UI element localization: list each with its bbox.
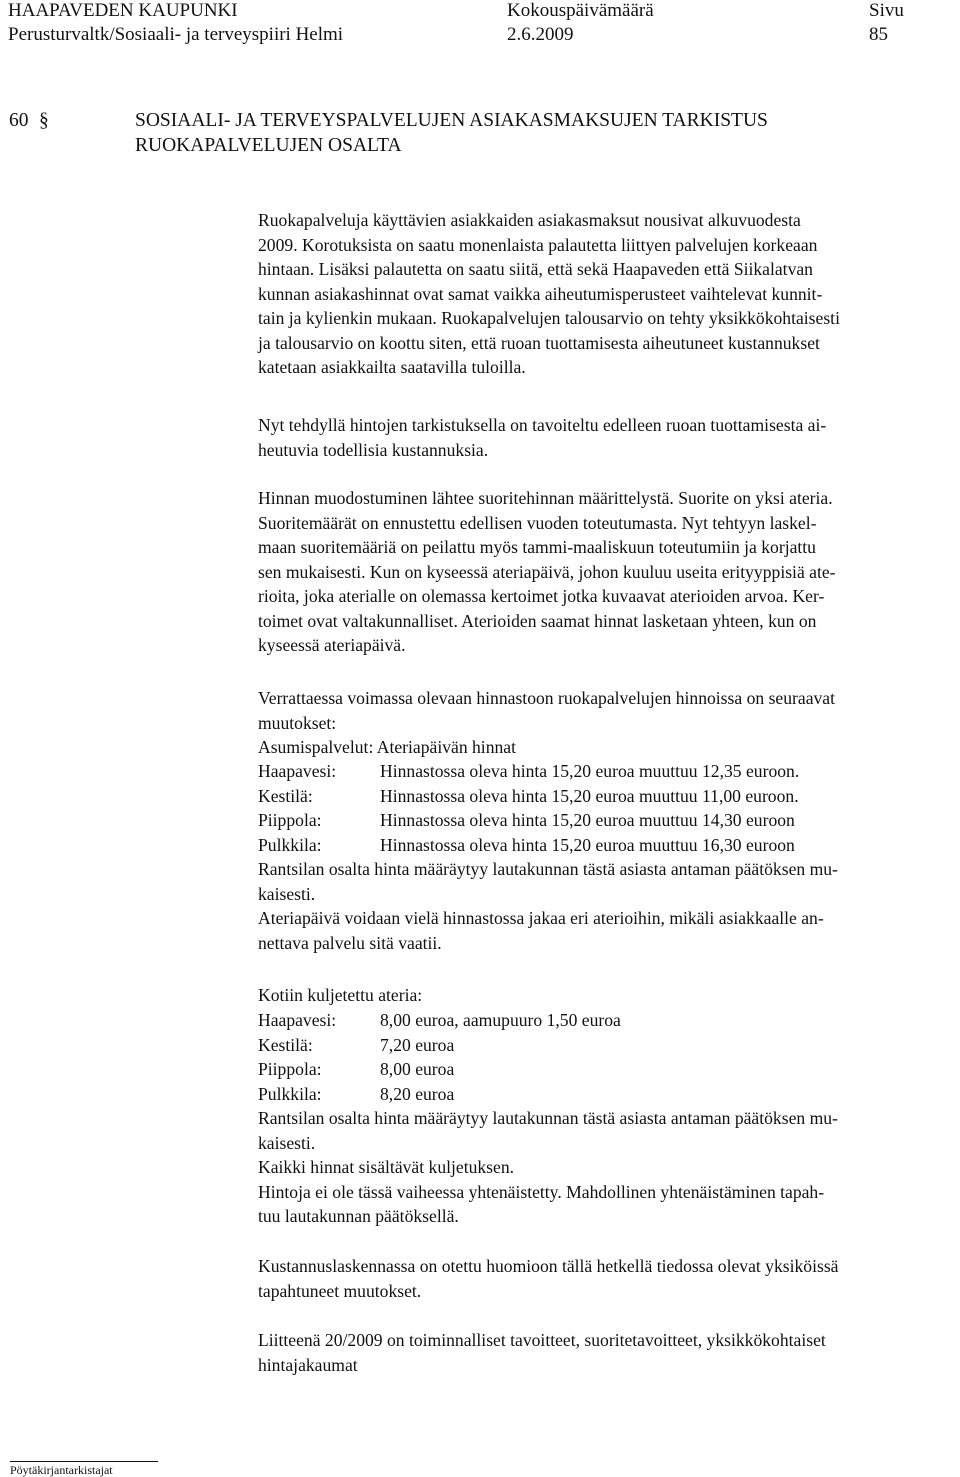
- section-number: 60: [9, 110, 29, 131]
- paragraph-goal: [258, 413, 948, 462]
- meeting-date-label: Kokouspäivämäärä: [507, 0, 654, 21]
- section-title-line-2: RUOKAPALVELUJEN OSALTA: [135, 135, 402, 156]
- paragraph-text: Ruokapalveluja käyttävien asiakkaiden asiakasmaksut nousivat alkuvuodesta 2009. Korotuksista on saatu monenlaista palautetta liittyen palvelujen korkeaan hintaan. Lisäksi palautetta on saatu siitä, että sekä Haapaveden että Siikalatvan kunnan asiakashinnat ovat samat vaikka aiheutumisperusteet vaihtelevat kunnit- tain ja kylienkin mukaan. Ruokapalvelujen talousarvio on tehty yksikkökohtaisesti ja talousarvio on koottu siten, että ruoan tuottamisesta aiheutuneet kustannukset katetaan asiakkailta saatavilla tuloilla.: [258, 210, 840, 377]
- paragraph-attachment: [258, 1328, 948, 1377]
- price-place: Piippola:: [258, 1059, 322, 1079]
- paragraph-background: [258, 208, 948, 380]
- price-place: Piippola:: [258, 810, 322, 830]
- paragraph-home-delivery-notes: [258, 1106, 948, 1229]
- paragraph-text: Rantsilan osalta hinta määräytyy lautakunnan tästä asiasta antaman päätöksen mu- kaisesti. Ateriapäivä voidaan vielä hinnastossa jakaa eri aterioihin, mikäli asiakkaalle an- nettava palvelu sitä vaatii.: [258, 859, 838, 953]
- price-place: Pulkkila:: [258, 834, 322, 855]
- section-title: [135, 108, 935, 158]
- price-place: Pulkkila:: [258, 1083, 322, 1104]
- paragraph-changes-intro: [258, 686, 948, 760]
- minutes-checkers-label: Pöytäkirjantarkistajat: [10, 1463, 113, 1477]
- price-place: Haapavesi:: [258, 1010, 337, 1030]
- paragraph-text: Nyt tehdyllä hintojen tarkistuksella on tavoiteltu edelleen ruoan tuottamisesta ai- heutuvia todellisia kustannuksia.: [258, 415, 827, 460]
- price-text: 8,00 euroa, aamupuuro 1,50 euroa: [380, 1010, 621, 1030]
- price-place: Kestilä:: [258, 785, 313, 806]
- paragraph-text: Hinnan muodostuminen lähtee suoritehinnan määrittelystä. Suorite on yksi ateria. Suoritemäärät on ennustettu edellisen vuoden toteutumasta. Nyt tehtyyn laskel- maan suoritemääriä on peilattu myös tammi-maaliskuun toteutumiin ja korjattu sen mukaisesti. Kun on kyseessä ateriapäivä, johon kuuluu useita erityyppisiä ate- rioita, joka aterialle on olemassa kertoimet jotka kuvaavat aterioiden arvoa. Ker- toimet ovat valtakunnalliset. Aterioiden saamat hinnat lasketaan yhteen, kun on kyseessä ateriapäivä.: [258, 488, 836, 655]
- page-number: 85: [869, 24, 888, 45]
- section-title-line-1: SOSIAALI- JA TERVEYSPALVELUJEN ASIAKASMAKSUJEN TARKISTUS: [135, 110, 768, 131]
- price-text: 7,20 euroa: [380, 1034, 455, 1055]
- paragraph-cost-calculation: [258, 1254, 948, 1303]
- paragraph-text: Kustannuslaskennassa on otettu huomioon tällä hetkellä tiedossa olevat yksiköissä tapahtuneet muutokset.: [258, 1256, 839, 1301]
- signature-line: [10, 1461, 158, 1462]
- paragraph-sign: §: [39, 110, 49, 131]
- price-text: Hinnastossa oleva hinta 15,20 euroa muuttuu 11,00 euroon.: [380, 785, 799, 806]
- price-text: Hinnastossa oleva hinta 15,20 euroa muuttuu 12,35 euroon.: [380, 761, 800, 781]
- paragraph-text: Kotiin kuljetettu ateria:: [258, 985, 423, 1005]
- price-text: Hinnastossa oleva hinta 15,20 euroa muuttuu 14,30 euroon: [380, 810, 795, 830]
- price-place: Haapavesi:: [258, 761, 337, 781]
- page-label: Sivu: [869, 0, 904, 21]
- paragraph-text: Liitteenä 20/2009 on toiminnalliset tavoitteet, suoritetavoitteet, yksikkökohtaiset hintajakaumat: [258, 1330, 826, 1375]
- paragraph-home-delivery-intro: [258, 983, 948, 1008]
- price-place: Kestilä:: [258, 1034, 313, 1055]
- meeting-date: 2.6.2009: [507, 24, 574, 45]
- body-name: Perusturvaltk/Sosiaali- ja terveyspiiri Helmi: [8, 24, 344, 45]
- paragraph-text: Verrattaessa voimassa olevaan hinnastoon ruokapalvelujen hinnoissa on seuraavat muutokset: Asumispalvelut: Ateriapäivän hinnat: [258, 688, 835, 757]
- price-text: 8,20 euroa: [380, 1083, 455, 1104]
- paragraph-rantsila-note: [258, 857, 948, 955]
- paragraph-pricing-method: [258, 486, 948, 658]
- paragraph-text: Rantsilan osalta hinta määräytyy lautakunnan tästä asiasta antaman päätöksen mu- kaisesti. Kaikki hinnat sisältävät kuljetuksen. Hintoja ei ole tässä vaiheessa yhtenäistetty. Mahdollinen yhtenäistäminen tapah- tuu lautakunnan päätöksellä.: [258, 1108, 838, 1226]
- price-text: Hinnastossa oleva hinta 15,20 euroa muuttuu 16,30 euroon: [380, 834, 795, 855]
- organization-name: HAAPAVEDEN KAUPUNKI: [8, 0, 238, 21]
- price-text: 8,00 euroa: [380, 1059, 455, 1079]
